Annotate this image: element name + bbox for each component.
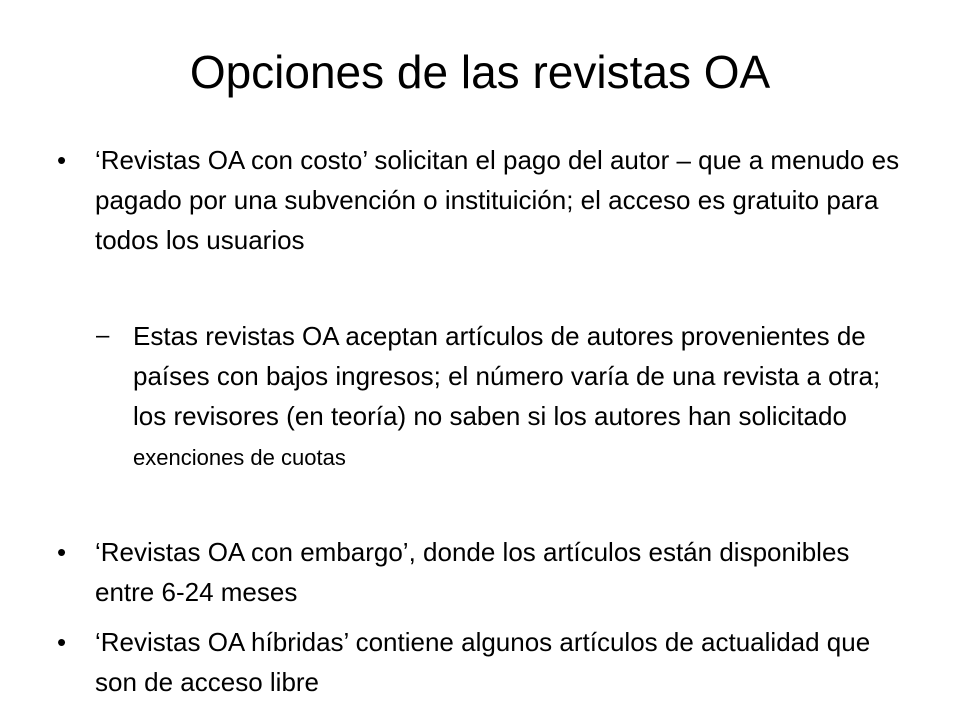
bullet-item-3: [57, 622, 910, 702]
sub-bullet-text-small: exenciones de cuotas: [133, 445, 346, 470]
bullet-icon: •: [57, 145, 67, 175]
bullet-text: ‘Revistas OA con costo’ solicitan el pago del autor – que a menudo es pagado por una subvención o instituición; el acceso es gratuito para todos los usuarios: [95, 145, 900, 255]
bullet-icon: •: [57, 537, 67, 567]
bullet-item-1: [57, 140, 910, 260]
bullet-icon: •: [57, 627, 67, 657]
bullet-text: ‘Revistas OA híbridas’ contiene algunos artículos de actualidad que son de acceso libre: [95, 627, 871, 697]
bullet-item-2: [57, 532, 910, 612]
bullet-text: ‘Revistas OA con embargo’, donde los artículos están disponibles entre 6-24 meses: [95, 537, 850, 607]
sub-bullet-text: Estas revistas OA aceptan artículos de autores provenientes de países con bajos ingresos; el número varía de una revista a otra; los revisores (en teoría) no saben si los autores han solicitado: [133, 321, 881, 431]
slide-title: Opciones de las revistas OA: [189, 46, 771, 98]
dash-icon: –: [96, 322, 110, 349]
sub-bullet-item-1: [96, 316, 893, 478]
